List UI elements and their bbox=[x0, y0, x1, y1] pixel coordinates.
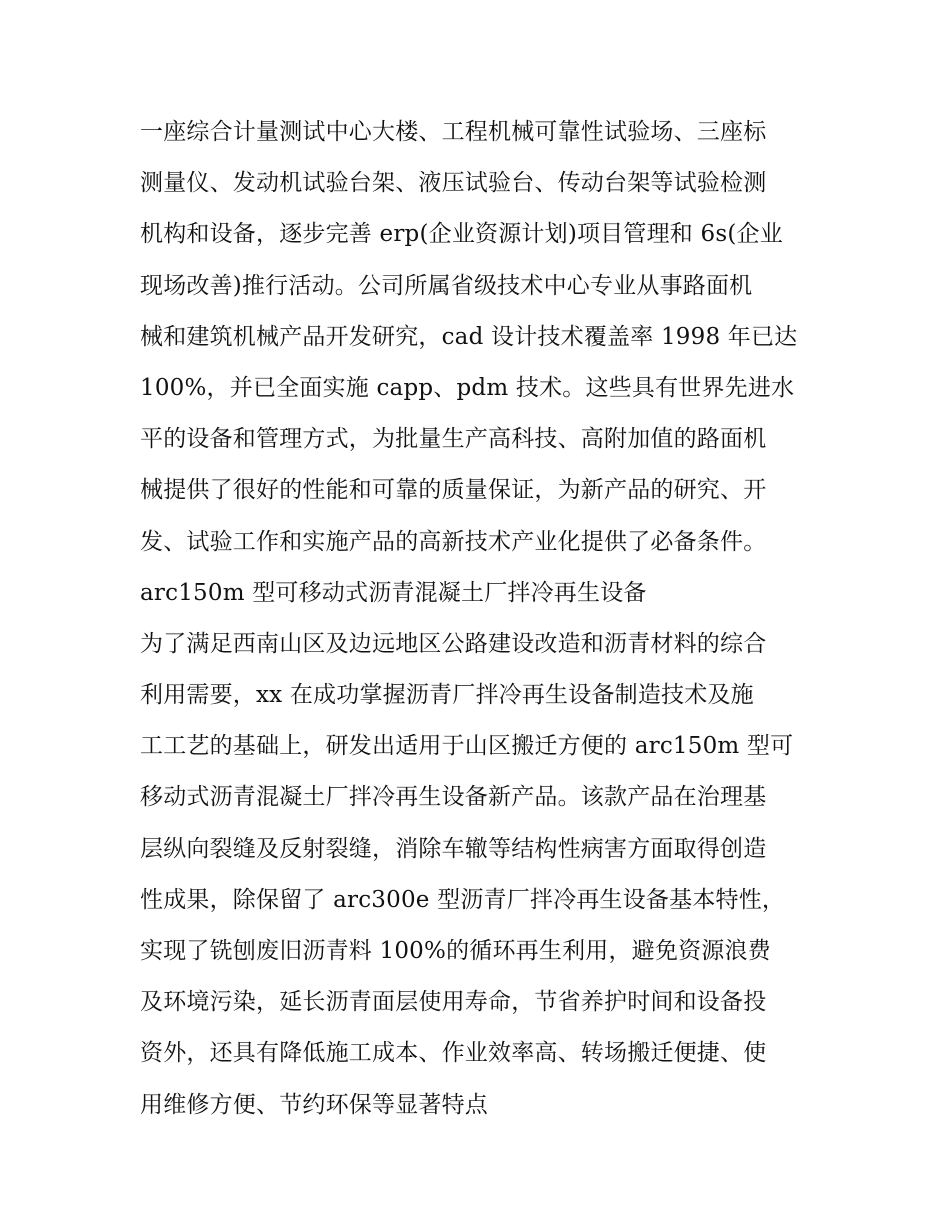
text-line: 一座综合计量测试中心大楼、工程机械可靠性试验场、三座标 bbox=[140, 119, 767, 145]
text-line: 现场改善)推行活动。公司所属省级技术中心专业从事路面机 bbox=[140, 272, 753, 299]
text-line: 械提供了很好的性能和可靠的质量保证，为新产品的研究、开 bbox=[140, 477, 767, 504]
text-line: 及环境污染，延长沥青面层使用寿命，节省养护时间和设备投 bbox=[140, 989, 767, 1016]
text-line: 资外，还具有降低施工成本、作业效率高、转场搬迁便捷、使 bbox=[140, 1040, 767, 1067]
text-line: 机构和设备，逐步完善 erp(企业资源计划)项目管理和 6s(企业 bbox=[140, 221, 783, 248]
text-line: 为了满足西南山区及边远地区公路建设改造和沥青材料的综合 bbox=[140, 630, 767, 657]
text-line: 械和建筑机械产品开发研究，cad 设计技术覆盖率 1998 年已达 bbox=[140, 323, 798, 350]
text-line: 实现了铣刨废旧沥青料 100%的循环再生利用，避免资源浪费 bbox=[140, 938, 771, 964]
text-line: 100%，并已全面实施 capp、pdm 技术。这些具有世界先进水 bbox=[140, 374, 795, 401]
text-line: 性成果，除保留了 arc300e 型沥青厂拌冷再生设备基本特性， bbox=[140, 886, 786, 913]
text-line: 利用需要，xx 在成功掌握沥青厂拌冷再生设备制造技术及施 bbox=[140, 682, 754, 709]
text-line: 移动式沥青混凝土厂拌冷再生设备新产品。该款产品在治理基 bbox=[140, 784, 767, 811]
text-line: 平的设备和管理方式，为批量生产高科技、高附加值的路面机 bbox=[140, 426, 767, 453]
body-text bbox=[140, 107, 820, 1131]
text-line: 用维修方便、节约环保等显著特点 bbox=[140, 1091, 488, 1118]
text-line: 测量仪、发动机试验台架、液压试验台、传动台架等试验检测 bbox=[140, 170, 767, 197]
text-line: 发、试验工作和实施产品的高新技术产业化提供了必备条件。 bbox=[140, 528, 767, 555]
text-line: 层纵向裂缝及反射裂缝，消除车辙等结构性病害方面取得创造 bbox=[140, 835, 767, 862]
section-heading: arc150m 型可移动式沥青混凝土厂拌冷再生设备 bbox=[140, 579, 647, 606]
text-line: 工工艺的基础上，研发出适用于山区搬迁方便的 arc150m 型可 bbox=[140, 733, 794, 760]
